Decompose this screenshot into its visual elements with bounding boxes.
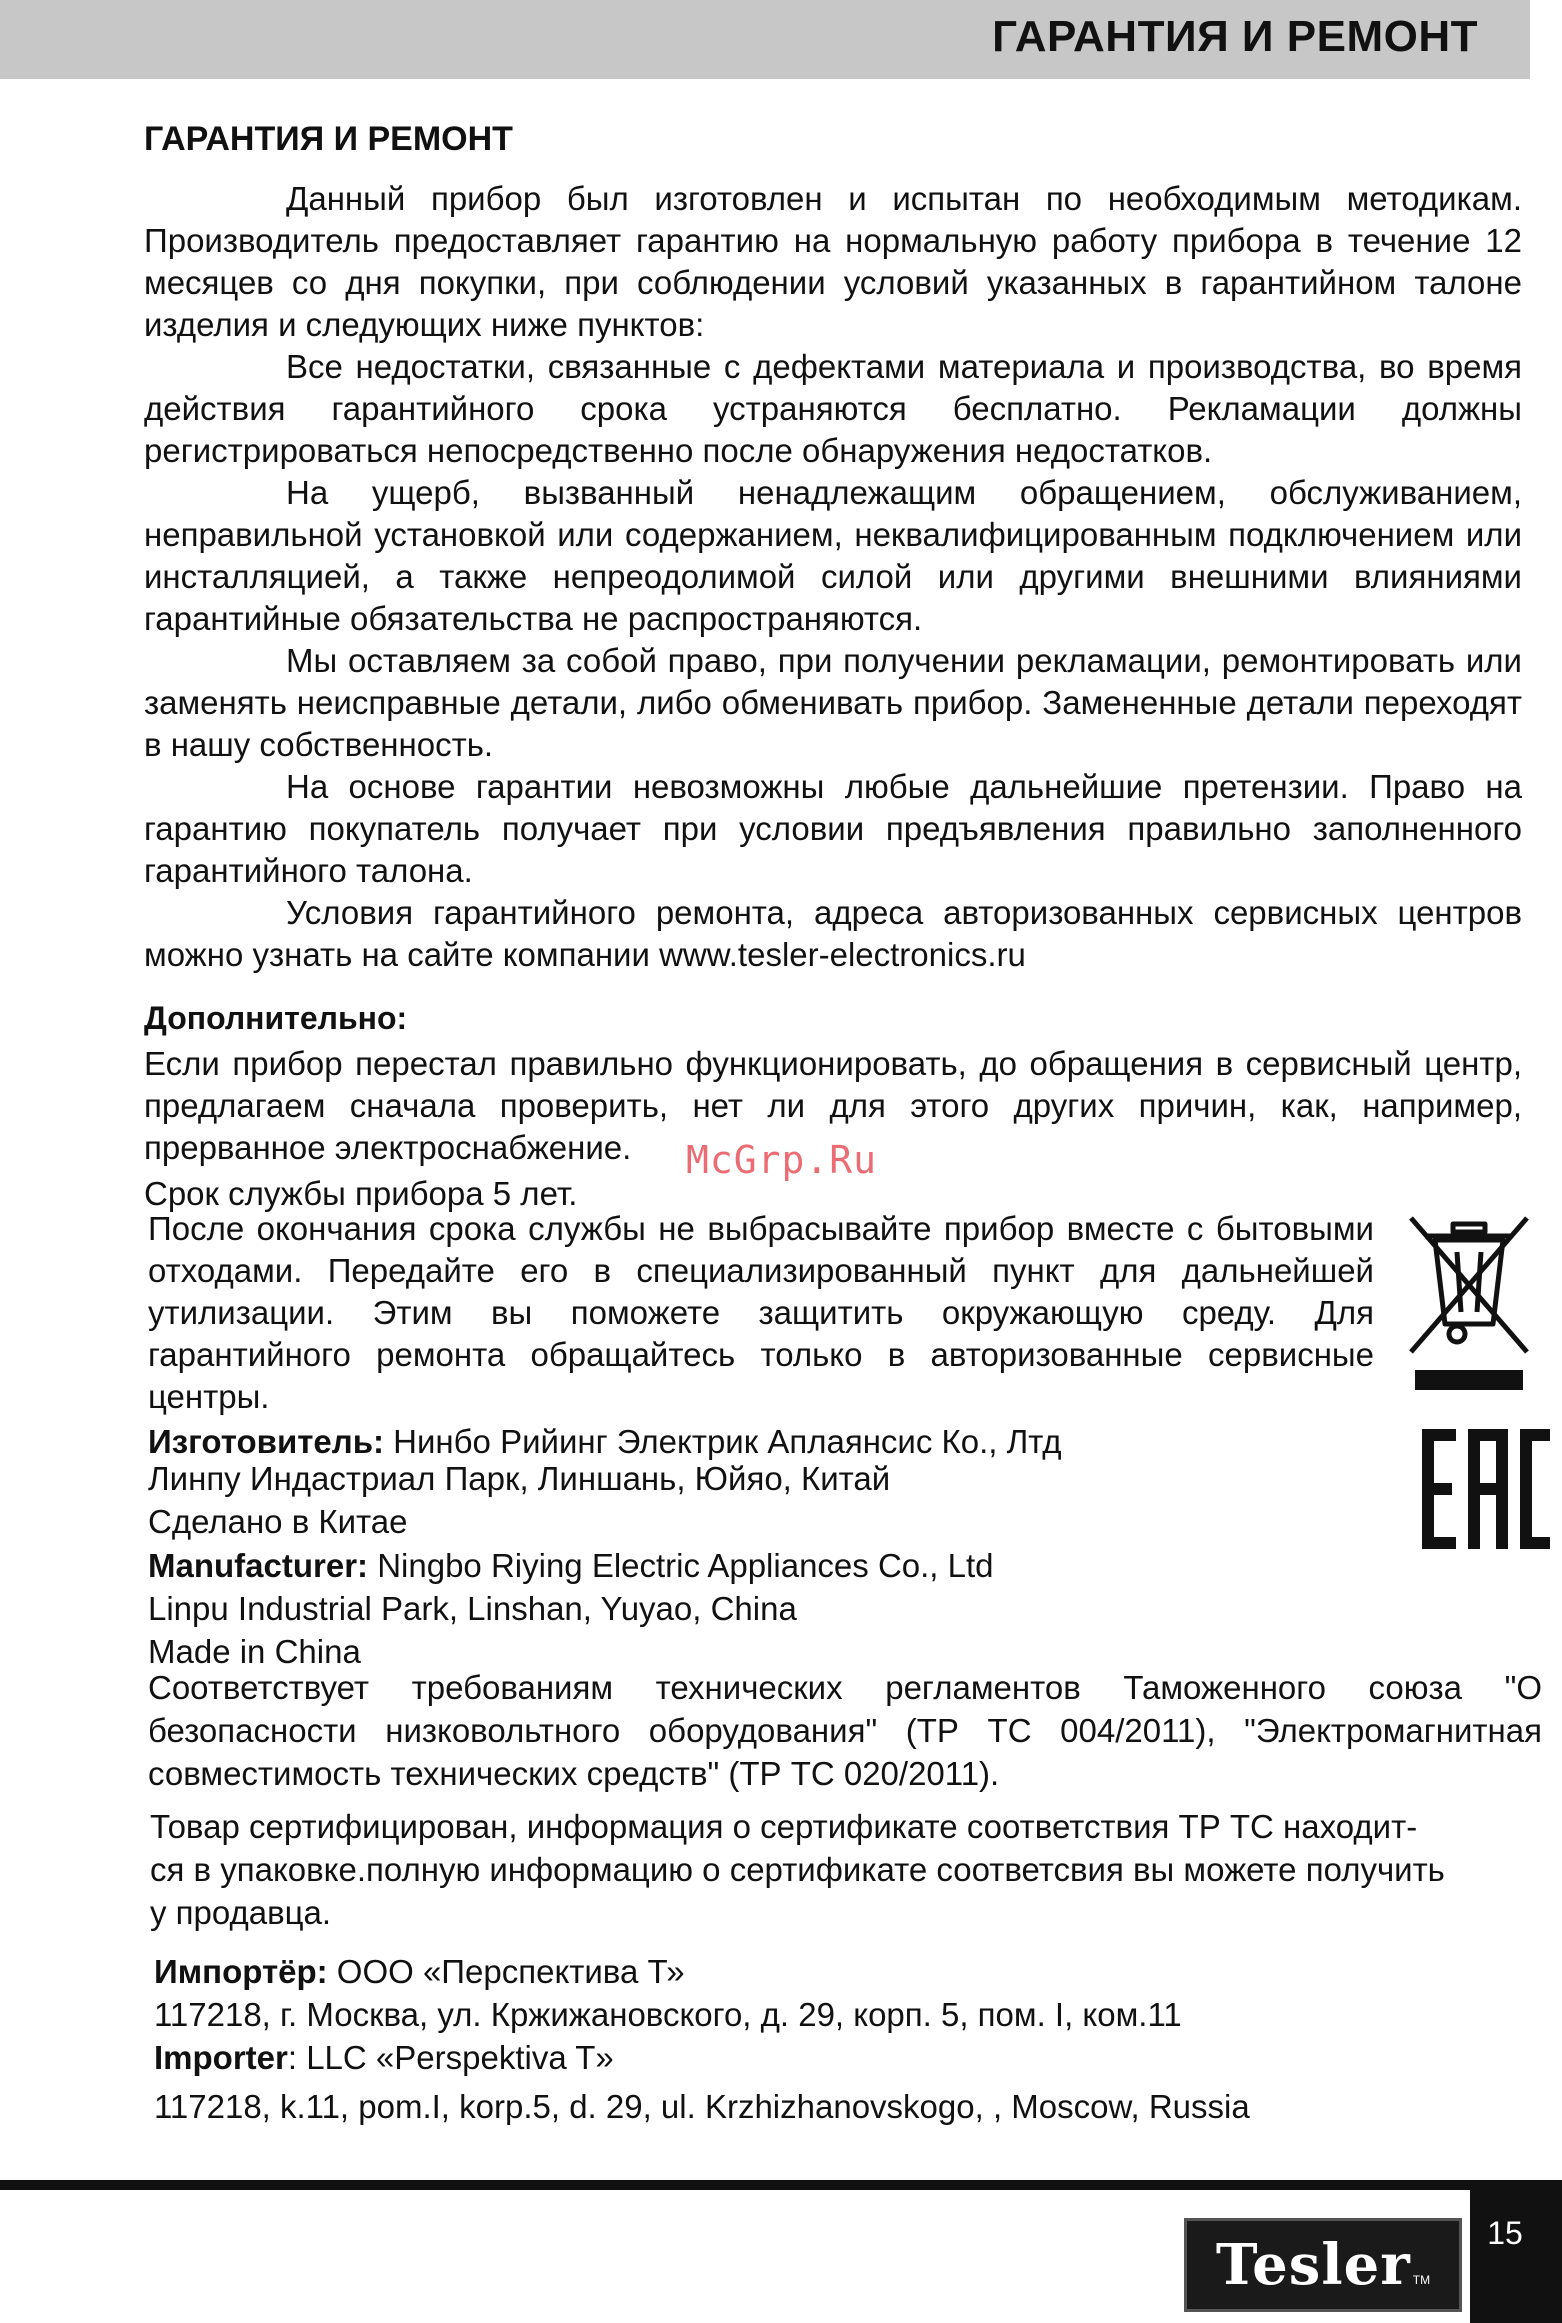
importer-block: [154, 1950, 1454, 2128]
section-title: ГАРАНТИЯ И РЕМОНТ: [144, 120, 513, 158]
eac-mark-icon: [1420, 1425, 1550, 1553]
manufacturer-en-label: Manufacturer:: [148, 1547, 369, 1584]
manufacturer-en-made: Made in China: [148, 1633, 361, 1670]
additional-heading: Дополнительно:: [144, 1000, 408, 1036]
service-life-text: Срок службы прибора 5 лет.: [144, 1175, 578, 1212]
logo-trademark: TM: [1412, 2273, 1431, 2287]
warranty-item: [144, 640, 1522, 766]
manufacturer-ru-address: Линпу Индастриал Парк, Линшань, Юйяо, Китай: [148, 1460, 891, 1497]
importer-en-name: : LLC «Perspektiva T»: [287, 2039, 614, 2076]
manufacturer-block: [148, 1420, 1408, 1673]
warranty-item: [144, 472, 1522, 640]
warranty-item: [144, 892, 1522, 976]
importer-en: [154, 2036, 1454, 2079]
weee-bin-icon: [1405, 1212, 1533, 1392]
warranty-text: На основе гарантии невозможны любые дальнейшие претензии. Право на гарантию покупатель получает при условии предъявления правильно заполненного гарантийного талона.: [144, 768, 1522, 889]
manufacturer-en-name: Ningbo Riying Electric Appliances Co., Ltd: [368, 1547, 994, 1584]
manufacturer-ru-name: Нинбо Рийинг Электрик Аплаянсис Ко., Лтд: [383, 1423, 1062, 1460]
header-title: ГАРАНТИЯ И РЕМОНТ: [992, 12, 1478, 61]
warranty-text: На ущерб, вызванный ненадлежащим обращением, обслуживанием, неправильной установкой или содержанием, неквалифицированным подключением или инсталляцией, а также непреодолимой силой или другими внешними влияниями гарантийные обязательства не распространяются.: [144, 474, 1522, 637]
certificate-block: [150, 1805, 1562, 1934]
header-band: [0, 0, 1530, 79]
importer-ru-name: ООО «Перспектива Т»: [327, 1953, 685, 1990]
manufacturer-ru-made: Сделано в Китае: [148, 1503, 408, 1540]
certificate-line: Товар сертифицирован, информация о сертификате соответствия ТР ТС находит-: [150, 1808, 1418, 1845]
warranty-text: Все недостатки, связанные с дефектами материала и производства, во время действия гарантийного срока устраняются бесплатно. Рекламации должны регистрироваться непосредственно после обнаружения недостатков.: [144, 348, 1522, 469]
additional-text: Если прибор перестал правильно функционировать, до обращения в сервисный центр, предлагаем сначала проверить, нет ли для этого других причин, как, например, прерванное электроснабжение.: [144, 1045, 1522, 1166]
watermark: McGrp.Ru: [686, 1138, 878, 1182]
warranty-item: [144, 178, 1522, 346]
warranty-text: Мы оставляем за собой право, при получении рекламации, ремонтировать или заменять неисправные детали, либо обменивать прибор. Замененные детали переходят в нашу собственность.: [144, 642, 1522, 763]
manufacturer-en: [148, 1544, 1408, 1587]
warranty-list: [144, 178, 1522, 976]
disposal-text: После окончания срока службы не выбрасывайте прибор вместе с бытовыми отходами. Передайте его в специализированный пункт для дальнейшей утилизации. Этим вы поможете защитить окружающую среду. Для гарантийного ремонта обращайтесь только в авторизованные сервисные центры.: [148, 1210, 1374, 1415]
footer-rule: [0, 2180, 1470, 2190]
tesler-logo: [1184, 2218, 1462, 2312]
warranty-item: [144, 346, 1522, 472]
importer-ru-label: Импортёр:: [154, 1953, 328, 1990]
logo-text: Tesler: [1215, 2232, 1411, 2298]
warranty-item: [144, 766, 1522, 892]
certificate-line: у продавца.: [150, 1894, 332, 1931]
importer-en-address: 117218, k.11, pom.I, korp.5, d. 29, ul. Krzhizhanovskogo, , Moscow, Russia: [154, 2088, 1250, 2125]
importer-ru: [154, 1950, 1454, 1993]
warranty-text: Данный прибор был изготовлен и испытан по необходимым методикам. Производитель предоставляет гарантию на нормальную работу прибора в течение 12 месяцев со дня покупки, при соблюдении условий указанных в гарантийном талоне изделия и следующих ниже пунктов:: [144, 180, 1522, 343]
manufacturer-en-address: Linpu Industrial Park, Linshan, Yuyao, China: [148, 1590, 797, 1627]
page-number: 15: [1487, 2215, 1523, 2251]
certificate-line: ся в упаковке.полную информацию о сертификате соответсвия вы можете получить: [150, 1851, 1445, 1888]
importer-en-label: Importer: [154, 2039, 288, 2076]
compliance-text: Соответствует требованиям технических регламентов Таможенного союза "О безопасности низковольтного оборудования" (ТР ТС 004/2011), "Электромагнитная совместимость технических средств" (ТР ТС 020/2011).: [148, 1669, 1542, 1792]
manufacturer-ru-label: Изготовитель:: [148, 1423, 384, 1460]
warranty-text: Условия гарантийного ремонта, адреса авторизованных сервисных центров можно узнать на сайте компании www.tesler-electronics.ru: [144, 894, 1522, 973]
importer-ru-address: 117218, г. Москва, ул. Кржижановского, д. 29, корп. 5, пом. I, ком.11: [154, 1996, 1182, 2033]
